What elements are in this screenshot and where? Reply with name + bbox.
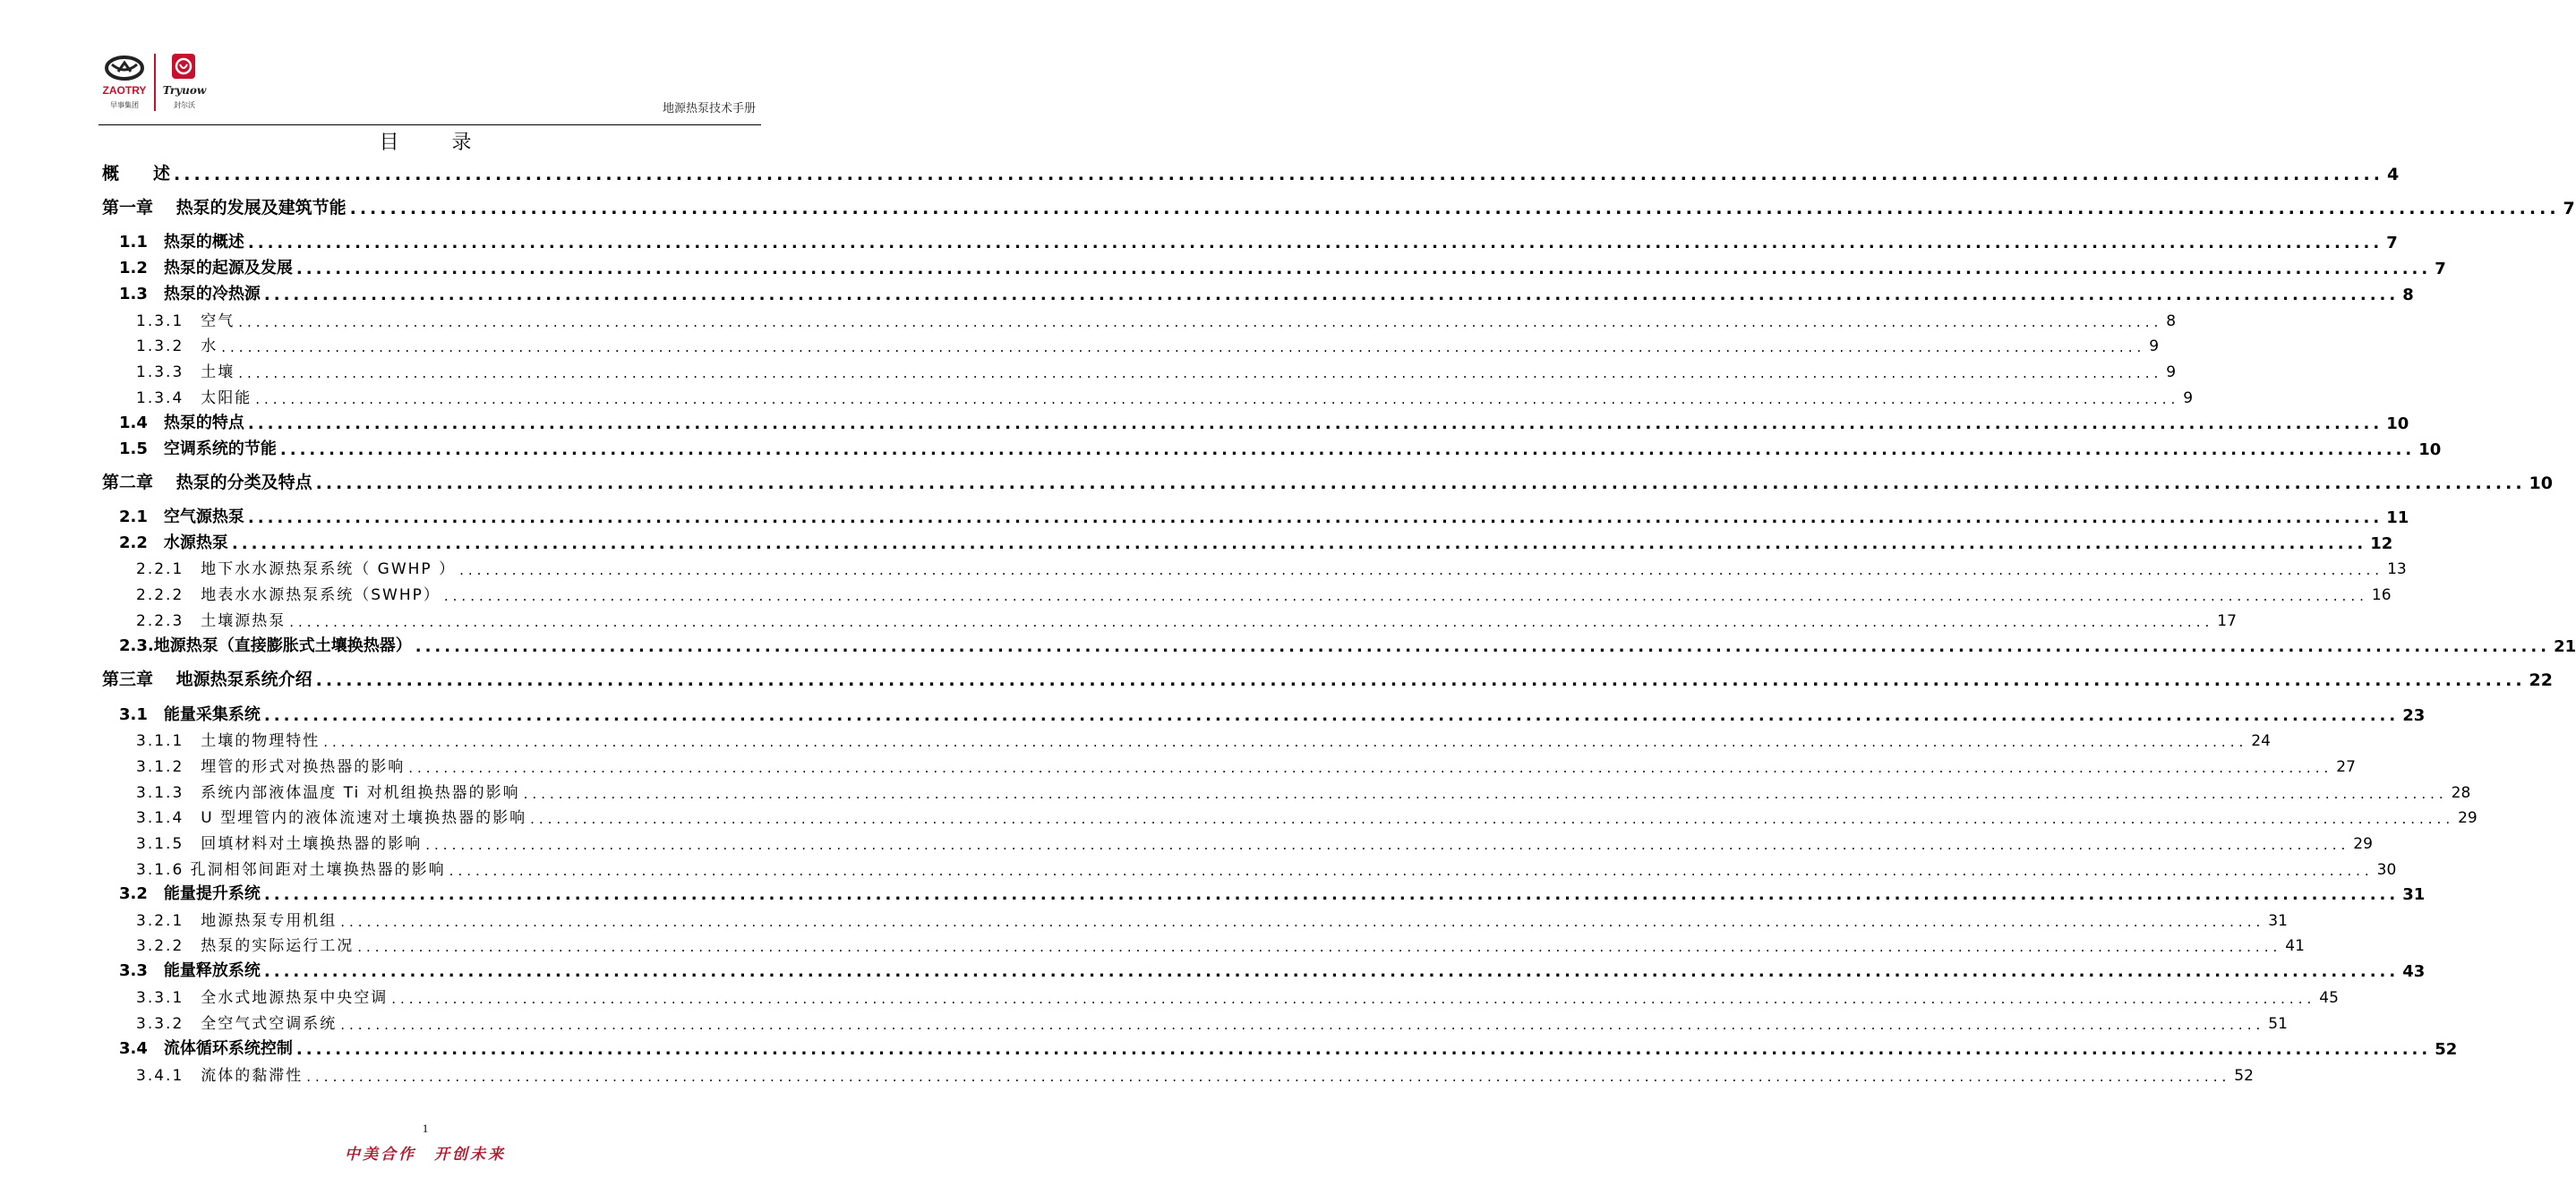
toc-entry-label: 2.3.地源热泵（直接膨胀式土壤换热器）	[119, 636, 412, 655]
toc-entry-chapter[interactable]	[102, 164, 2400, 184]
toc-leader-dots: ............................................................................................................................................................................................................................	[295, 260, 2432, 278]
logo-divider	[154, 54, 156, 111]
toc-entry-subsection[interactable]	[136, 311, 2177, 330]
toc-entry-subsection[interactable]	[136, 935, 2305, 955]
toc-entry-label: 3.1.3 系统内部液体温度 Ti 对机组换热器的影响	[136, 784, 520, 802]
toc-leader-dots: ............................................................................................................................................................................................................................	[247, 234, 2383, 252]
toc-entry-page: 27	[2336, 758, 2356, 776]
toc-leader-dots: ............................................................................................................................................................................................................................	[443, 588, 2368, 604]
toc-entry-label: 第一章 热泵的发展及建筑节能	[102, 198, 347, 218]
zaotry-logo-text: ZAOTRY	[102, 84, 147, 97]
toc-entry-label: 1.3.1 空气	[136, 312, 235, 330]
toc-entry-subsection[interactable]	[136, 610, 2237, 630]
toc-entry-page: 23	[2402, 706, 2426, 725]
toc-entry-section[interactable]	[119, 439, 2442, 459]
toc-leader-dots: ............................................................................................................................................................................................................................	[408, 760, 2333, 776]
toc-entry-subsection[interactable]	[136, 336, 2160, 355]
toc-entry-page: 41	[2285, 937, 2305, 955]
toc-leader-dots: ............................................................................................................................................................................................................................	[523, 786, 2448, 802]
toc-entry-page: 9	[2166, 363, 2177, 381]
toc-entry-page: 11	[2386, 508, 2409, 527]
toc-title: 目 录	[379, 132, 495, 154]
toc-entry-label: 3.1.6 孔洞相邻间距对土壤换热器的影响	[136, 861, 446, 879]
toc-entry-section[interactable]	[119, 1039, 2458, 1059]
toc-leader-dots: ............................................................................................................................................................................................................................	[255, 391, 2180, 407]
toc-leader-dots: ............................................................................................................................................................................................................................	[263, 885, 2400, 904]
toc-entry-label: 2.2 水源热泵	[119, 533, 228, 552]
toc-entry-page: 4	[2386, 165, 2400, 184]
toc-entry-page: 10	[2529, 474, 2553, 493]
toc-leader-dots: ............................................................................................................................................................................................................................	[415, 637, 2551, 656]
toc-leader-dots: ............................................................................................................................................................................................................................	[530, 811, 2455, 827]
toc-entry-label: 1.1 热泵的概述	[119, 233, 244, 252]
zaotry-logo-caption: 早事集团	[110, 101, 139, 109]
toc-leader-dots: ............................................................................................................................................................................................................................	[174, 165, 2383, 184]
toc-entry-label: 1.5 空调系统的节能	[119, 439, 277, 458]
toc-entry-label: 2.1 空气源热泵	[119, 508, 244, 526]
toc-entry-label: 3.1.1 土壤的物理特性	[136, 732, 321, 750]
toc-entry-section[interactable]	[119, 636, 2576, 656]
toc-entry-label: 3.2.1 地源热泵专用机组	[136, 912, 338, 930]
footer-slogan: 中美合作 开创未来	[345, 1146, 506, 1164]
toc-entry-subsection[interactable]	[136, 859, 2397, 879]
toc-leader-dots: ............................................................................................................................................................................................................................	[315, 474, 2526, 493]
toc-leader-dots: ............................................................................................................................................................................................................................	[425, 837, 2350, 853]
toc-leader-dots: ............................................................................................................................................................................................................................	[289, 614, 2214, 630]
toc-entry-label: 概 述	[102, 164, 171, 183]
toc-entry-label: 第二章 热泵的分类及特点	[102, 473, 312, 492]
toc-entry-page: 29	[2353, 835, 2373, 853]
toc-entry-page: 43	[2402, 962, 2426, 981]
toc-entry-subsection[interactable]	[136, 559, 2407, 578]
toc-leader-dots: ............................................................................................................................................................................................................................	[231, 534, 2367, 553]
toc-entry-chapter[interactable]	[102, 670, 2553, 690]
toc-entry-label: 3.2.2 热泵的实际运行工况	[136, 937, 355, 955]
toc-entry-page: 7	[2563, 199, 2575, 218]
toc-entry-label: 3.4 流体循环系统控制	[119, 1039, 293, 1058]
toc-entry-page: 9	[2183, 389, 2194, 407]
toc-entry-section[interactable]	[119, 259, 2446, 278]
toc-leader-dots: ............................................................................................................................................................................................................................	[295, 1040, 2432, 1059]
toc-entry-subsection[interactable]	[136, 388, 2194, 407]
toc-entry-label: 1.4 热泵的特点	[119, 414, 244, 432]
toc-leader-dots: ............................................................................................................................................................................................................................	[247, 414, 2383, 433]
toc-entry-page: 31	[2402, 885, 2426, 904]
toc-leader-dots: ............................................................................................................................................................................................................................	[357, 939, 2282, 955]
toc-entry-label: 3.3 能量释放系统	[119, 961, 261, 980]
toc-entry-section[interactable]	[119, 705, 2426, 725]
toc-entry-page: 7	[2386, 234, 2398, 252]
toc-entry-page: 52	[2234, 1067, 2254, 1085]
tryuow-logo-caption: 封尔沃	[174, 101, 195, 109]
toc-leader-dots: ............................................................................................................................................................................................................................	[340, 1017, 2265, 1033]
toc-leader-dots: ............................................................................................................................................................................................................................	[238, 365, 2163, 381]
running-header-title: 地源热泵技术手册	[662, 101, 756, 115]
toc-leader-dots: ............................................................................................................................................................................................................................	[247, 508, 2383, 527]
toc-leader-dots: ............................................................................................................................................................................................................................	[263, 962, 2400, 981]
toc-entry-label: 2.2.2 地表水水源热泵系统（SWHP）	[136, 586, 441, 604]
toc-entry-subsection[interactable]	[136, 833, 2373, 853]
toc-entry-label: 3.3.2 全空气式空调系统	[136, 1015, 338, 1033]
toc-entry-subsection[interactable]	[136, 730, 2271, 750]
toc-entry-section[interactable]	[119, 533, 2393, 553]
page-number: 1	[422, 1122, 429, 1135]
toc-entry-subsection[interactable]	[136, 782, 2471, 802]
toc-entry-page: 13	[2387, 560, 2407, 578]
zaotry-logo	[97, 52, 152, 116]
toc-entry-label: 1.3.2 水	[136, 337, 218, 355]
toc-entry-label: 第三章 地源热泵系统介绍	[102, 670, 312, 689]
tryuow-logo-text: Tryuow	[162, 84, 207, 97]
toc-leader-dots: ............................................................................................................................................................................................................................	[263, 706, 2400, 725]
toc-entry-label: 1.2 热泵的起源及发展	[119, 259, 293, 277]
toc-entry-section[interactable]	[119, 961, 2426, 981]
toc-leader-dots: ............................................................................................................................................................................................................................	[391, 991, 2316, 1007]
toc-entry-page: 31	[2268, 912, 2288, 930]
toc-entry-section[interactable]	[119, 884, 2426, 904]
toc-entry-page: 21	[2554, 637, 2576, 656]
toc-entry-page: 8	[2166, 312, 2177, 330]
toc-entry-page: 10	[2418, 440, 2442, 459]
toc-entry-subsection[interactable]	[136, 807, 2478, 827]
toc-entry-page: 51	[2268, 1015, 2288, 1033]
toc-entry-page: 30	[2376, 861, 2397, 879]
toc-entry-page: 16	[2371, 586, 2392, 604]
toc-entry-subsection[interactable]	[136, 584, 2392, 604]
toc-leader-dots: ............................................................................................................................................................................................................................	[340, 914, 2265, 930]
toc-leader-dots: ............................................................................................................................................................................................................................	[323, 734, 2248, 750]
toc-entry-page: 8	[2402, 286, 2414, 304]
toc-entry-subsection[interactable]	[136, 756, 2356, 776]
toc-entry-page: 12	[2370, 534, 2393, 553]
toc-entry-label: 3.3.1 全水式地源热泵中央空调	[136, 989, 389, 1007]
toc-entry-label: 1.3.4 太阳能	[136, 389, 252, 407]
toc-entry-label: 3.1.2 埋管的形式对换热器的影响	[136, 758, 406, 776]
toc-entry-section[interactable]	[119, 233, 2398, 252]
toc-entry-label: 3.1.4 U 型埋管内的液体流速对土壤换热器的影响	[136, 809, 527, 827]
toc-entry-page: 7	[2435, 260, 2446, 278]
toc-leader-dots: ............................................................................................................................................................................................................................	[221, 339, 2146, 355]
toc-entry-page: 52	[2435, 1040, 2458, 1059]
toc-leader-dots: ............................................................................................................................................................................................................................	[263, 286, 2400, 304]
toc-leader-dots: ............................................................................................................................................................................................................................	[238, 314, 2163, 330]
toc-entry-label: 2.2.3 土壤源热泵	[136, 612, 287, 630]
toc-entry-label: 3.4.1 流体的黏滞性	[136, 1067, 304, 1085]
toc-entry-label: 1.3.3 土壤	[136, 363, 235, 381]
toc-entry-page: 24	[2251, 732, 2271, 750]
toc-entry-page: 10	[2386, 414, 2409, 433]
toc-entry-chapter[interactable]	[102, 473, 2553, 493]
toc-entry-label: 3.1 能量采集系统	[119, 705, 261, 724]
toc-entry-page: 45	[2319, 989, 2339, 1007]
toc-leader-dots: ............................................................................................................................................................................................................................	[306, 1069, 2231, 1085]
toc-entry-page: 17	[2217, 612, 2237, 630]
toc-entry-subsection[interactable]	[136, 362, 2177, 381]
toc-entry-chapter[interactable]	[102, 198, 2575, 218]
toc-entry-subsection[interactable]	[136, 987, 2339, 1007]
toc-leader-dots: ............................................................................................................................................................................................................................	[315, 670, 2526, 690]
toc-entry-section[interactable]	[119, 508, 2409, 527]
toc-entry-label: 1.3 热泵的冷热源	[119, 285, 261, 303]
toc-entry-label: 3.1.5 回填材料对土壤换热器的影响	[136, 835, 423, 853]
toc-entry-page: 29	[2458, 809, 2478, 827]
toc-entry-subsection[interactable]	[136, 910, 2288, 930]
toc-entry-label: 2.2.1 地下水水源热泵系统（ GWHP ）	[136, 560, 457, 578]
toc-entry-subsection[interactable]	[136, 1013, 2288, 1033]
toc-entry-subsection[interactable]	[136, 1065, 2254, 1085]
header-rule	[98, 124, 761, 125]
toc-leader-dots: ............................................................................................................................................................................................................................	[459, 562, 2384, 578]
toc-entry-page: 28	[2451, 784, 2471, 802]
toc-entry-label: 3.2 能量提升系统	[119, 884, 261, 903]
toc-leader-dots: ............................................................................................................................................................................................................................	[349, 199, 2560, 218]
tryuow-logo	[158, 52, 211, 116]
toc-entry-section[interactable]	[119, 285, 2414, 304]
toc-entry-page: 9	[2149, 337, 2160, 355]
toc-entry-page: 22	[2529, 670, 2553, 690]
toc-leader-dots: ............................................................................................................................................................................................................................	[449, 863, 2374, 879]
toc-leader-dots: ............................................................................................................................................................................................................................	[279, 440, 2416, 459]
toc-entry-section[interactable]	[119, 414, 2409, 433]
